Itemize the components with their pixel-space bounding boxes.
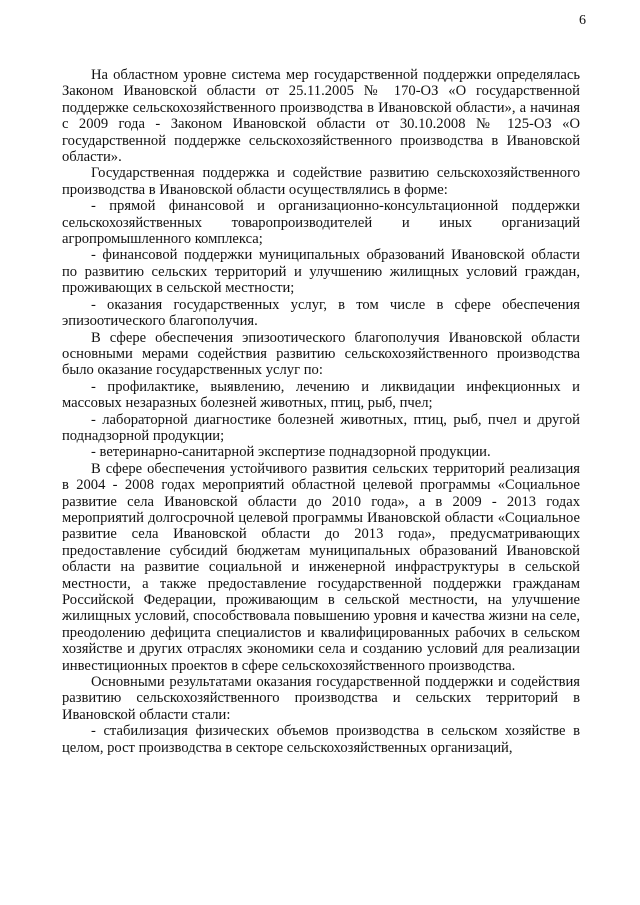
list-item-vet-expertise: - ветеринарно-санитарной экспертизе поднадзорной продукции.: [91, 444, 491, 461]
list-item-state-services: - оказания государственных услуг, в том числе в сфере обеспечения эпизоотического благополучия.: [62, 296, 580, 330]
paragraph-rural-development: В сфере обеспечения устойчивого развития сельских территорий реализация в 2004 - 2008 годах мероприятий областной целевой программы «Социальное развитие села Ивановской области до 2010 года», а в 2009 - 2013 годах мероприятий долгосрочной целевой программы Ивановской области «Социальное развитие села Ивановской области до 2013 года», предусматривающих предоставление субсидий бюджетам муниципальных образований Ивановской области на развитие социальной и инженерной инфраструктуры в сельской местности, а также предоставление государственной поддержки гражданам Российской Федерации, проживающим в сельской местности, на улучшение жилищных условий, способствовала повышению уровня и качества жизни на селе, преодолению дефицита специалистов и квалифицированных рабочих в сельском хозяйстве и других отраслях экономики села и созданию условий для реализации инвестиционных проектов в сфере сельскохозяйственного производства.: [62, 460, 580, 674]
list-item-stabilization: - стабилизация физических объемов производства в сельском хозяйстве в целом, рост производства в секторе сельскохозяйственных организаций,: [62, 723, 580, 756]
paragraph-main-results: Основными результатами оказания государственной поддержки и содействия развитию сельскохозяйственного производства и сельских территорий в Ивановской области стали:: [62, 674, 580, 723]
list-item-municipal-support: - финансовой поддержки муниципальных образований Ивановской области по развитию сельских территорий и улучшению жилищных условий граждан, проживающих в сельской местности;: [62, 247, 580, 297]
list-item-lab-diagnostics: - лабораторной диагностике болезней животных, птиц, рыб, пчел и другой поднадзорной продукции;: [62, 411, 580, 444]
list-item-direct-support: - прямой финансовой и организационно-консультационной поддержки сельскохозяйственных товаропроизводителей и иных организаций агропромышленного комплекса;: [62, 198, 580, 248]
page-number: 6: [579, 13, 586, 28]
document-body: [62, 67, 580, 756]
paragraph-support-forms: Государственная поддержка и содействие развитию сельскохозяйственного производства в Ивановской области осуществлялись в форме:: [62, 165, 580, 198]
paragraph-epizootic: В сфере обеспечения эпизоотического благополучия Ивановской области основными мерами содействия развитию сельскохозяйственного производства было оказание государственных услуг по:: [62, 329, 580, 379]
paragraph-regional-law: На областном уровне система мер государственной поддержки определялась Законом Ивановской области от 25.11.2005 № 170-ОЗ «О государственной поддержке сельскохозяйственного производства в Ивановской области», а начиная с 2009 года - Законом Ивановской области от 30.10.2008 № 125-ОЗ «О государственной поддержке сельскохозяйственного производства в Ивановской области».: [62, 67, 580, 166]
list-item-prevention: - профилактике, выявлению, лечению и ликвидации инфекционных и массовых незаразных болезней животных, птиц, рыб, пчел;: [62, 378, 580, 412]
